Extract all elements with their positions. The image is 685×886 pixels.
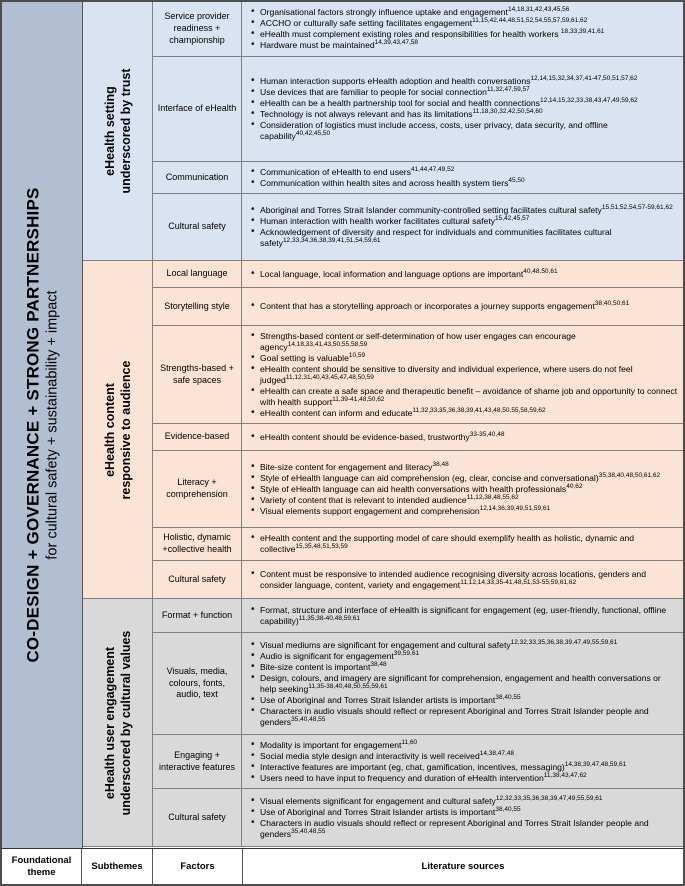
table-row <box>153 789 683 847</box>
literature-item <box>248 740 679 751</box>
bullet-list <box>248 462 679 517</box>
table-row <box>153 735 683 789</box>
factor-cell <box>153 451 242 527</box>
citation-superscript: 12,33,34,36,38,39,41,51,54,59,61 <box>282 237 381 245</box>
citation-superscript: 11,38,43,47,62 <box>543 771 587 779</box>
table-row <box>153 424 683 451</box>
bullet-list <box>248 640 679 728</box>
bullet-list <box>248 432 679 443</box>
literature-item <box>248 301 679 312</box>
citation-superscript: 35,40,48,55 <box>291 715 326 723</box>
factor-label: Communication <box>165 171 229 182</box>
literature-item-text: Hardware must be maintained <box>260 40 375 50</box>
literature-item <box>248 640 679 651</box>
literature-cell <box>242 288 683 325</box>
factor-cell <box>153 735 242 788</box>
citation-superscript: 14,38,39,47,48,59,61 <box>564 760 627 768</box>
table-row <box>153 633 683 735</box>
literature-item-text: Content that has a storytelling approach or incorporates a journey supports engagement <box>260 301 595 311</box>
literature-item-text: Style of eHealth language can aid comprehension (eg, clear, concise and conversational) <box>260 472 599 483</box>
table-row <box>153 57 683 162</box>
citation-superscript: 11,35,38-40,48,59,61 <box>298 614 361 622</box>
literature-item-text: Style of eHealth language can aid health conversations with health professionals <box>260 483 567 494</box>
literature-item <box>248 706 679 728</box>
subtheme-label-line2: responsive to audience <box>118 360 133 499</box>
literature-item-text: Modality is important for engagement <box>260 739 402 750</box>
citation-superscript: 11,12,31,40,43,45,47,48,50,59 <box>285 373 374 381</box>
citation-superscript: 11,35-38,40,48,50,55,59,61 <box>308 682 388 690</box>
literature-item-text: Users need to have input to frequency and duration of eHealth intervention <box>260 772 544 783</box>
literature-item-text: Visual elements support engagement and comprehension <box>260 505 480 516</box>
literature-cell <box>242 57 683 161</box>
subtheme-sections <box>83 2 683 848</box>
literature-item-text: eHealth content can inform and educate <box>260 407 413 418</box>
literature-item-text: Technology is not always relevant and has its limitations <box>260 109 473 119</box>
literature-item-text: Bite-size content for engagement and literacy <box>260 461 433 472</box>
citation-superscript: 39,59,61 <box>393 649 420 657</box>
factor-cell <box>153 162 242 193</box>
literature-item <box>248 40 679 51</box>
literature-item-text: Human interaction supports eHealth adoption and health conversations <box>260 76 531 86</box>
citation-superscript: 11,32,33,35,36,38,39,41,43,48,50,55,58,59,62 <box>412 406 546 414</box>
factor-cell <box>153 528 242 560</box>
citation-superscript: 11,12,38,48,55,62 <box>466 493 519 501</box>
foundational-theme-title: CO-DESIGN + GOVERNANCE + STRONG PARTNERSHIPS <box>23 187 43 663</box>
literature-item <box>248 216 679 227</box>
literature-item-text: Design, colours, and imagery are significant for comprehension, engagement and health conversations or help seeking <box>260 672 661 694</box>
factor-label: Strengths-based + safe spaces <box>160 362 234 385</box>
factor-label: Storytelling style <box>164 300 230 311</box>
literature-cell <box>242 451 683 527</box>
citation-superscript: 14,38,47,48 <box>479 749 515 757</box>
literature-cell <box>242 261 683 287</box>
bullet-list <box>248 569 679 591</box>
literature-item-text: eHealth can be a health partnership tool for social and health connections <box>260 98 540 108</box>
literature-item-text: Communication within health sites and across health system tiers <box>260 177 509 188</box>
literature-item <box>248 506 679 517</box>
citation-superscript: 12,14,36,39,49,51,59,61 <box>479 504 551 512</box>
literature-item <box>248 205 679 216</box>
table-row <box>153 561 683 599</box>
citation-superscript: 15,42,45,57 <box>495 215 530 223</box>
citation-superscript: 12,14,15,32,33,38,43,47,49,59,62 <box>539 97 638 105</box>
subtheme-cell-content <box>83 261 153 599</box>
foundational-theme-rotated-text <box>22 187 61 662</box>
citation-superscript: 15,35,48,51,53,59 <box>295 543 348 551</box>
header-cell-subthemes: Subthemes <box>82 849 153 884</box>
literature-item-text: Format, structure and interface of eHealth is significant for engagement (eg, user-friendly, functional, offline capability) <box>260 604 667 626</box>
factor-cell <box>153 633 242 734</box>
literature-item-text: Goal setting is valuable <box>260 352 349 363</box>
factor-label: Cultural safety <box>168 811 226 822</box>
literature-item-text: eHealth content should be sensitive to diversity and individual experience, where users do not feel judged <box>260 363 633 385</box>
citation-superscript: 14,18,33,41,43,50,55,58,59 <box>287 340 368 348</box>
citation-superscript: 38,40,55 <box>495 693 521 701</box>
bullet-list <box>248 605 679 627</box>
literature-item-text: Acknowledgement of diversity and respect for individuals and communities facilitates cultural safety <box>260 227 612 248</box>
literature-item <box>248 807 679 818</box>
table-row <box>153 528 683 561</box>
literature-item-text: Characters in audio visuals should reflect or represent Aboriginal and Torres Strait Islander people and genders <box>260 705 649 727</box>
citation-superscript: 40,42,45,50 <box>295 130 331 138</box>
factor-label: Evidence-based <box>164 431 230 442</box>
bullet-list <box>248 205 679 249</box>
citation-superscript: 11,15,42,44,48,51,52,54,55,57,59,61,62 <box>472 17 588 25</box>
table-body <box>2 2 683 848</box>
factor-cell <box>153 599 242 632</box>
literature-item-text: Visual mediums are significant for engagement and cultural safety <box>260 639 511 650</box>
literature-cell <box>242 599 683 632</box>
citation-superscript: 35,38,40,48,50,61,62 <box>598 471 661 479</box>
literature-item <box>248 605 679 627</box>
literature-cell <box>242 561 683 598</box>
bullet-list <box>248 7 679 51</box>
literature-item <box>248 353 679 364</box>
literature-item-text: Aboriginal and Torres Strait Islander community-controlled setting facilitates cultural safety <box>260 205 602 215</box>
subtheme-label-line1: eHealth content <box>102 382 117 477</box>
factor-cell <box>153 424 242 450</box>
literature-item <box>248 109 679 120</box>
subtheme-rotated-text <box>101 360 134 499</box>
literature-item-text: eHealth content and the supporting model of care should exemplify health as holistic, dynamic and collective <box>260 533 635 554</box>
factor-cell <box>153 789 242 846</box>
factor-label: Format + function <box>161 609 233 620</box>
literature-item <box>248 818 679 840</box>
literature-item <box>248 651 679 662</box>
header-cell-factors: Factors <box>153 849 243 884</box>
factor-label: Interface of eHealth <box>157 103 237 114</box>
literature-item-text: Use of Aboriginal and Torres Strait Islander artists is important <box>260 694 496 705</box>
literature-item-text: eHealth can create a safe space and therapeutic benefit – avoidance of shame job and opportunity to connect with health support <box>260 385 678 407</box>
section-ehealth-setting <box>83 2 683 261</box>
subtheme-label-line1: eHealth setting <box>102 86 117 176</box>
factor-cell <box>153 561 242 598</box>
literature-item <box>248 762 679 773</box>
citation-superscript: 38,40,50,61 <box>594 300 630 308</box>
subtheme-cell-engagement <box>83 599 153 847</box>
citation-superscript: 14,39,43,47,58 <box>374 39 419 47</box>
literature-item <box>248 408 679 419</box>
literature-item <box>248 76 679 87</box>
foundational-theme-subtitle: for cultural safety + sustainability + impact <box>44 290 61 560</box>
table-row <box>153 599 683 633</box>
literature-cell <box>242 2 683 56</box>
literature-cell <box>242 162 683 193</box>
factor-rows <box>153 2 683 261</box>
literature-item <box>248 98 679 109</box>
bullet-list <box>248 269 679 280</box>
citation-superscript: 41,44,47,49,52 <box>410 165 455 173</box>
foundational-theme-cell <box>2 2 83 848</box>
literature-item-text: Interactive features are important (eg, chat, gamification, incentives, messaging) <box>260 761 565 772</box>
citation-superscript: 11,39-41,48,50,62 <box>332 395 385 403</box>
literature-item-text: Content must be responsive to intended audience recognising diversity across locations, genders and consider language, content, variety and engagement <box>260 568 646 590</box>
bullet-list <box>248 301 679 312</box>
table-row <box>153 2 683 57</box>
literature-item-text: Visual elements significant for engagement and cultural safety <box>260 795 496 806</box>
literature-item-text: eHealth content should be evidence-based, trustworthy <box>260 431 470 442</box>
literature-item <box>248 533 679 555</box>
header-cell-foundational-theme: Foundational theme <box>2 849 82 884</box>
table-row <box>153 261 683 288</box>
literature-item-text: Human interaction with health worker facilitates cultural safety <box>260 216 496 226</box>
factor-cell <box>153 288 242 325</box>
literature-cell <box>242 194 683 260</box>
subtheme-rotated-text <box>101 630 134 815</box>
literature-item <box>248 18 679 29</box>
factor-cell <box>153 326 242 423</box>
literature-item <box>248 364 679 386</box>
table-row <box>153 288 683 326</box>
bullet-list <box>248 331 679 419</box>
literature-item <box>248 7 679 18</box>
citation-superscript: 38,40,55 <box>495 805 521 813</box>
literature-item-text: Use devices that are familiar to people for social connection <box>260 87 487 97</box>
table-row <box>153 326 683 424</box>
header-cell-literature-sources: Literature sources <box>421 860 505 872</box>
literature-cell <box>242 735 683 788</box>
literature-item-text: Consideration of logistics must include access, costs, user privacy, data security, and offline capability <box>260 120 608 141</box>
citation-superscript: 40,48,50,61 <box>523 267 558 275</box>
factor-label: Service provider readiness + championship <box>164 11 230 45</box>
literature-cell <box>242 528 683 560</box>
citation-superscript: 12,32,33,35,36,38,39,47,49,55,59,61 <box>495 794 603 802</box>
citation-superscript: 11,60 <box>401 738 418 746</box>
subtheme-label-line2: underscored by trust <box>118 68 133 194</box>
factor-label: Visuals, media, colours, fonts, audio, text <box>166 665 228 700</box>
citation-superscript: 10,59 <box>348 351 366 359</box>
literature-item <box>248 269 679 280</box>
citation-superscript: 12,14,15,32,34,37,41-47,50,51,57,62 <box>530 75 638 83</box>
factor-label: Local language <box>166 268 228 279</box>
citation-superscript: 11,18,30,32,42,50,54,60 <box>472 108 543 116</box>
literature-cell <box>242 633 683 734</box>
literature-item-text: Characters in audio visuals should reflect or represent Aboriginal and Torres Strait Islander people and genders <box>260 817 649 839</box>
literature-item-text: ACCHO or culturally safe setting facilitates engagement <box>260 18 473 28</box>
citation-superscript: 35,40,48,55 <box>291 827 326 835</box>
literature-item-text: Bite-size content is important <box>260 661 371 672</box>
literature-item <box>248 29 679 40</box>
literature-item <box>248 331 679 353</box>
literature-item-text: eHealth must complement existing roles and responsibilities for health workers <box>260 29 561 39</box>
factor-label: Engaging + interactive features <box>158 749 236 772</box>
literature-item <box>248 432 679 443</box>
factor-label: Holistic, dynamic +collective health <box>162 532 232 554</box>
table-row <box>153 194 683 261</box>
literature-item-text: Strengths-based content or self-determination of how user engages can encourage agency <box>260 330 576 352</box>
subtheme-rotated-text <box>101 68 134 193</box>
factor-rows <box>153 261 683 599</box>
citation-superscript: 38,48 <box>432 460 449 468</box>
bullet-list <box>248 533 679 555</box>
citation-superscript: 38,48 <box>370 660 387 668</box>
section-ehealth-content <box>83 261 683 599</box>
literature-item <box>248 773 679 784</box>
citation-superscript: 14,18,31,42,43,45,56 <box>507 6 570 14</box>
literature-item <box>248 796 679 807</box>
table-row <box>153 162 683 194</box>
subtheme-cell-setting <box>83 2 153 261</box>
subtheme-label-line1: eHealth user engagement <box>102 646 117 799</box>
factor-cell <box>153 57 242 161</box>
literature-item-text: Communication of eHealth to end users <box>260 166 411 177</box>
literature-item <box>248 695 679 706</box>
literature-item <box>248 495 679 506</box>
table-row <box>153 451 683 528</box>
literature-item <box>248 120 679 142</box>
citation-superscript: 33-35,40,48 <box>469 430 505 438</box>
bullet-list <box>248 167 679 189</box>
column-header-row <box>2 848 683 884</box>
citation-superscript: 12,32,33,35,36,38,39,47,49,55,59,61 <box>510 638 618 646</box>
literature-item-text: Variety of content that is relevant to intended audience <box>260 494 467 505</box>
literature-item <box>248 227 679 249</box>
literature-item <box>248 178 679 189</box>
subtheme-label-line2: underscored by cultural values <box>118 630 133 815</box>
literature-item-text: Audio is significant for engagement <box>260 650 394 661</box>
factor-label: Cultural safety <box>168 221 226 232</box>
factor-label: Literacy + comprehension <box>166 477 228 499</box>
factor-label: Cultural safety <box>168 573 226 584</box>
literature-cell <box>242 326 683 423</box>
literature-cell <box>242 789 683 846</box>
literature-item <box>248 484 679 495</box>
literature-item <box>248 473 679 484</box>
factor-cell <box>153 194 242 260</box>
bullet-list <box>248 740 679 784</box>
literature-cell <box>242 424 683 450</box>
literature-item-text: Local language, local information and language options are important <box>260 268 524 279</box>
bullet-list <box>248 76 679 142</box>
bullet-list <box>248 796 679 840</box>
citation-superscript: 45,50 <box>508 176 525 184</box>
literature-item-text: Use of Aboriginal and Torres Strait Islander artists is important <box>260 806 496 817</box>
citation-superscript: 11,12,14,33,35-41,48,51,53-55,59,61,62 <box>460 578 577 586</box>
section-ehealth-user-engagement <box>83 599 683 847</box>
factor-rows <box>153 599 683 847</box>
literature-item <box>248 167 679 178</box>
literature-item <box>248 569 679 591</box>
citation-superscript: 15,51,52,54,57-59,61,62 <box>601 204 673 212</box>
literature-item-text: Organisational factors strongly influence uptake and engagement <box>260 7 508 17</box>
literature-item <box>248 673 679 695</box>
citation-superscript: 18,33,39,41,61 <box>560 28 605 36</box>
literature-item-text: Social media style design and interactivity is well received <box>260 750 480 761</box>
literature-item <box>248 386 679 408</box>
citation-superscript: 40,62 <box>566 482 583 490</box>
citation-superscript: 11,32,47,59,57 <box>486 86 530 94</box>
literature-item <box>248 662 679 673</box>
factor-cell <box>153 261 242 287</box>
factor-cell <box>153 2 242 56</box>
